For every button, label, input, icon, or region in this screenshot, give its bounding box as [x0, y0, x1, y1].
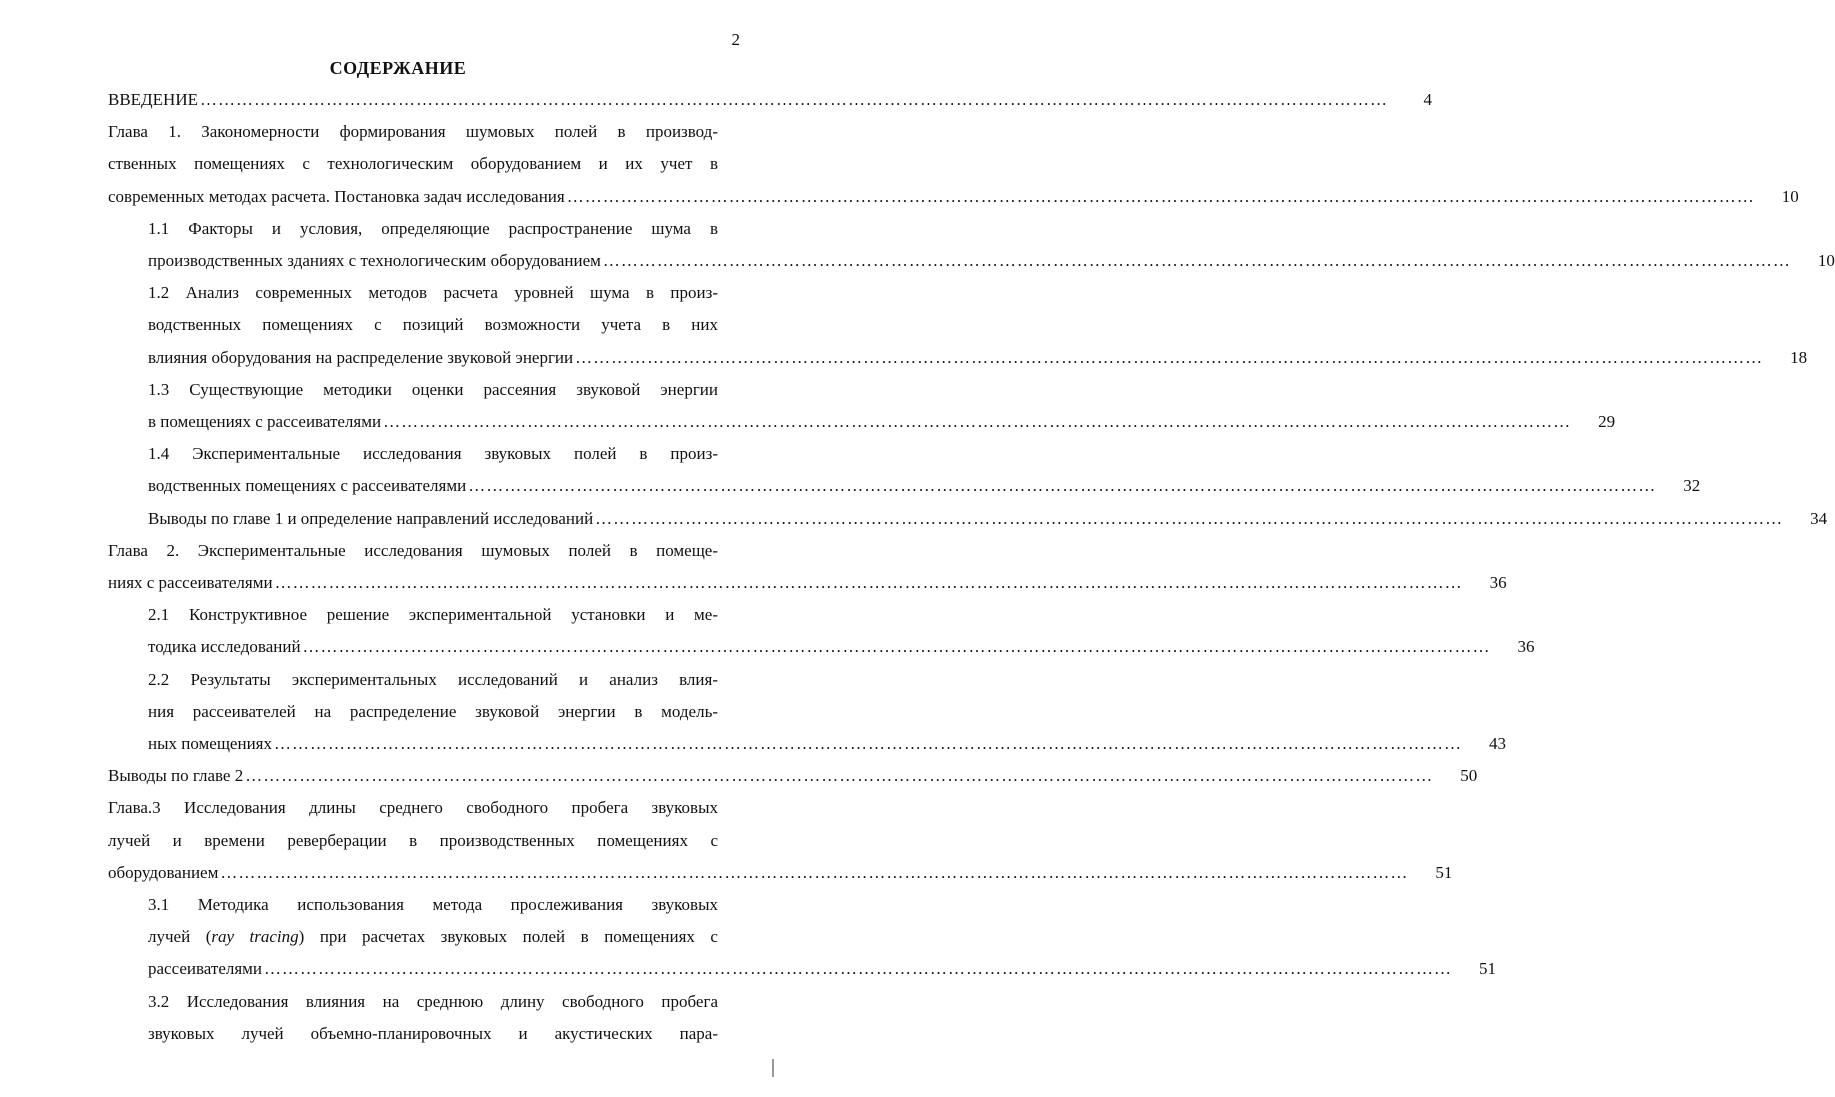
toc-entry-text: ных помещениях [148, 734, 272, 754]
toc-entry[interactable] [108, 664, 1506, 761]
toc-page-number: 51 [1479, 959, 1497, 979]
page-number: 2 [731, 30, 740, 49]
toc-page-number: 43 [1489, 734, 1506, 754]
toc-entry-text: водственных помещениях с рассеивателями [148, 476, 467, 496]
toc-entry-text: Глава.3 Исследования длины среднего свободного пробега звуковых [108, 798, 718, 818]
toc-entry-text: Выводы по главе 1 и определение направлений исследований [148, 508, 594, 528]
scan-margin-mark [772, 1059, 774, 1077]
dot-leader [275, 567, 1463, 599]
dot-leader [575, 342, 1763, 374]
toc-page-number: 4 [1423, 90, 1432, 109]
toc-entry-text: 3.1 Методика использования метода прослеживания звуковых [148, 895, 718, 915]
toc-entry-text: ния рассеивателей на распределение звуковой энергии в модель- [148, 701, 718, 721]
dot-leader [245, 760, 1433, 792]
toc-entry-text: водственных помещениях с позиций возможности учета в них [148, 315, 718, 335]
toc-entry-text: ВВЕДЕНИЕ [108, 90, 198, 109]
toc-entry-text: 1.2 Анализ современных методов расчета уровней шума в произ- [148, 283, 718, 303]
toc-entry-text: Глава 1. Закономерности формирования шумовых полей в производ- [108, 122, 718, 142]
toc-entry-text: рассеивателями [148, 959, 263, 979]
toc-entry-text: производственных зданиях с технологическим оборудованием [148, 251, 601, 271]
toc-entry[interactable] [108, 213, 1835, 277]
toc-page-number: 36 [1517, 637, 1535, 657]
toc-entry-text: 2.2 Результаты экспериментальных исследований и анализ влия- [148, 669, 718, 689]
dot-leader [303, 631, 1491, 663]
toc-entry[interactable] [108, 792, 1453, 889]
table-of-contents [108, 84, 1835, 1050]
toc-entry[interactable] [108, 599, 1535, 663]
dot-leader [200, 84, 1388, 116]
toc-entry[interactable] [108, 503, 1828, 535]
toc-entry-text: современных методах расчета. Постановка задач исследования [108, 186, 565, 206]
toc-entry-text: 1.3 Существующие методики оценки рассеяния звуковой энергии [148, 379, 718, 399]
toc-page-number: 29 [1598, 412, 1616, 432]
toc-entry-text: ниях с рассеивателями [108, 573, 273, 593]
toc-entry-text: лучей и времени реверберации в производственных помещениях с [108, 830, 718, 850]
toc-entry[interactable] [108, 438, 1701, 502]
toc-page-number: 34 [1810, 508, 1828, 528]
toc-page-number: 10 [1781, 186, 1799, 206]
toc-entry-text: в помещениях с рассеивателями [148, 412, 382, 432]
toc-entry-text: 2.1 Конструктивное решение экспериментальной установки и ме- [148, 605, 718, 625]
toc-entry-text: ственных помещениях с технологическим оборудованием и их учет в [108, 154, 718, 174]
toc-entry[interactable] [108, 535, 1507, 599]
dot-leader [264, 953, 1452, 985]
toc-entry-text: тодика исследований [148, 637, 301, 657]
toc-entry[interactable] [108, 84, 1432, 116]
dot-leader [468, 470, 1656, 502]
toc-entry-text: 1.4 Экспериментальные исследования звуковых полей в произ- [148, 444, 718, 464]
toc-page-number: 10 [1817, 251, 1835, 271]
dot-leader [220, 857, 1408, 889]
toc-entry[interactable] [108, 116, 1799, 213]
toc-entry-text: 3.2 Исследования влияния на среднюю длину свободного пробега [148, 991, 718, 1011]
toc-entry-text: Выводы по главе 2 [108, 766, 244, 786]
toc-entry-text: лучей (ray tracing) при расчетах звуковых полей в помещениях с [148, 927, 718, 947]
toc-entry-text: Глава 2. Экспериментальные исследования шумовых полей в помеще- [108, 540, 718, 560]
toc-title: СОДЕРЖАНИЕ [329, 58, 467, 78]
toc-page-number: 50 [1460, 766, 1478, 786]
toc-entry-text: 1.1 Факторы и условия, определяющие распространение шума в [148, 218, 718, 238]
toc-entry[interactable] [108, 374, 1616, 438]
toc-page-number: 51 [1435, 862, 1453, 882]
dot-leader [595, 503, 1783, 535]
toc-entry[interactable] [108, 986, 718, 1050]
toc-page-number: 32 [1683, 476, 1701, 496]
dot-leader [274, 728, 1462, 760]
toc-entry[interactable] [108, 760, 1478, 792]
dot-leader [567, 181, 1755, 213]
toc-entry[interactable] [108, 889, 1497, 986]
dot-leader [383, 406, 1571, 438]
toc-entry[interactable] [108, 277, 1808, 374]
toc-entry-text: влияния оборудования на распределение звуковой энергии [148, 347, 574, 367]
toc-page-number: 36 [1489, 573, 1507, 593]
dot-leader [603, 245, 1791, 277]
toc-entry-text: звуковых лучей объемно-планировочных и акустических пара- [148, 1023, 718, 1043]
toc-entry-text: оборудованием [108, 862, 219, 882]
toc-page-number: 18 [1790, 347, 1808, 367]
